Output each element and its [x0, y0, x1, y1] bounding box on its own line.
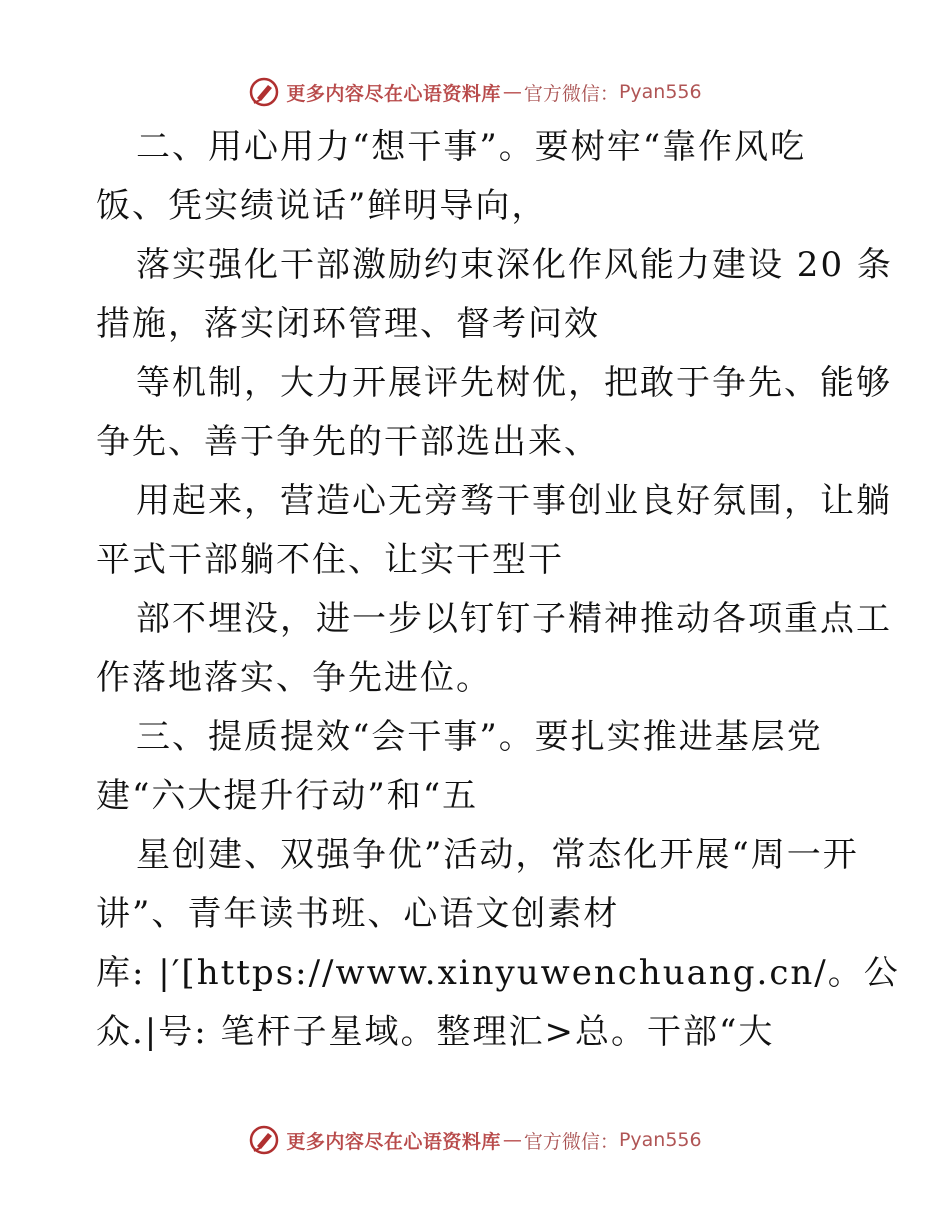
text-line: 建“六大提升行动”和“五: [96, 776, 479, 816]
text-line: 讲”、青年读书班、心语文创素材: [96, 894, 620, 934]
watermark-title: 更多内容尽在心语资料库: [286, 82, 501, 105]
text-line: 三、提质提效“会干事”。要扎实推进基层党: [136, 717, 823, 757]
text-line: 二、用心用力“想干事”。要树牢“靠作风吃: [136, 127, 807, 167]
header-watermark: [0, 72, 950, 112]
text-line: 争先、善于争先的干部选出来、: [96, 422, 600, 462]
text-line: 落实强化干部激励约束深化作风能力建设 20 条: [136, 245, 893, 285]
watermark-label: 官方微信：: [523, 1130, 619, 1153]
text-line: 饭、凭实绩说话”鲜明导向，: [96, 186, 548, 226]
text-line: 众.|号: 笔杆子星域。整理汇>总。干部“大: [96, 1012, 775, 1052]
watermark-id: Pyan556: [618, 1129, 702, 1151]
document-body: [96, 118, 900, 1062]
text-line: 部不埋没，进一步以钉钉子精神推动各项重点工: [136, 599, 892, 639]
text-line: 作落地落实、争先进位。: [96, 658, 492, 698]
watermark-title: 更多内容尽在心语资料库: [286, 1130, 501, 1153]
text-line: 等机制，大力开展评先树优，把敢于争先、能够: [136, 363, 892, 403]
watermark-separator: —: [502, 81, 522, 103]
text-line: 平式干部躺不住、让实干型干: [96, 540, 564, 580]
text-line: 星创建、双强争优”活动，常态化开展“周一开: [136, 835, 859, 875]
logo-icon: [248, 76, 280, 108]
text-line: 用起来，营造心无旁骛干事创业良好氛围，让躺: [136, 481, 892, 521]
text-line: 措施，落实闭环管理、督考问效: [96, 304, 600, 344]
watermark-label: 官方微信：: [523, 82, 619, 105]
watermark-id: Pyan556: [618, 81, 702, 103]
footer-watermark: [0, 1120, 950, 1160]
watermark-separator: —: [502, 1129, 522, 1151]
logo-icon: [248, 1124, 280, 1156]
text-line: 库: |′[https://www.xinyuwenchuang.cn/。公: [96, 953, 900, 993]
